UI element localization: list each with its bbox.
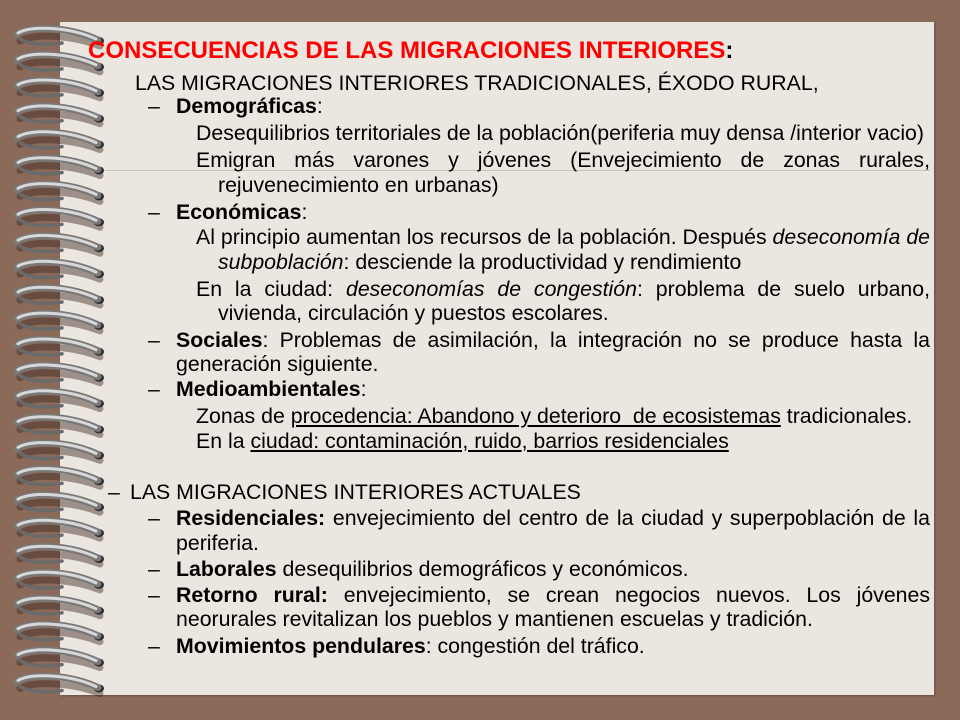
item-commuting — [176, 634, 645, 659]
spiral-ring — [17, 443, 104, 461]
item-return-line2: neorurales revitalizan los pueblos y mantienen escuelas y tradición. — [176, 607, 813, 631]
spiral-ring — [17, 572, 104, 590]
point-text: En la ciudad: — [196, 277, 334, 301]
heading-current: LAS MIGRACIONES INTERIORES ACTUALES — [130, 480, 581, 504]
spiral-ring — [17, 650, 104, 668]
point-text: tradicionales. — [786, 404, 913, 428]
spiral-ring — [17, 598, 104, 616]
spiral-ring — [17, 106, 104, 124]
item-social-line2: generación siguiente. — [176, 352, 379, 376]
item-colon: : — [360, 377, 367, 401]
spiral-ring — [17, 339, 104, 357]
slide-title-text: CONSECUENCIAS DE LAS MIGRACIONES INTERIORES — [88, 37, 726, 64]
spiral-ring — [17, 365, 104, 383]
point-emigration-line1: Emigran más varones y jóvenes (Envejecimiento de zonas rurales, — [196, 148, 930, 172]
spiral-ring — [17, 624, 104, 642]
item-label: Movimientos pendulares — [176, 634, 426, 658]
point-city-economy-line2: vivienda, circulación y puestos escolares. — [218, 301, 609, 325]
point-italic: deseconomía de — [772, 225, 931, 249]
item-label: Demográficas — [176, 94, 317, 118]
spiral-ring — [17, 676, 104, 694]
item-demographic — [176, 94, 323, 119]
item-label: Residenciales: — [176, 506, 326, 530]
item-text: : congestión del tráfico. — [425, 634, 645, 658]
item-social-line1 — [176, 328, 930, 353]
spiral-ring — [17, 184, 104, 202]
point-resources-line1 — [196, 225, 930, 250]
bullet-dash: – — [148, 557, 160, 581]
item-colon: : — [301, 200, 308, 224]
spiral-binding — [0, 0, 130, 720]
bullet-dash: – — [148, 634, 160, 658]
item-economic — [176, 200, 307, 225]
point-resources-line2 — [218, 250, 741, 275]
spiral-ring — [17, 261, 104, 279]
point-italic: subpoblación — [218, 250, 344, 274]
heading-traditional: LAS MIGRACIONES INTERIORES TRADICIONALES, ÉXODO RURAL, — [135, 71, 819, 95]
item-residential-line1 — [176, 506, 930, 531]
point-underlined: ciudad: contaminación, ruido, barrios residenciales — [250, 429, 729, 453]
bullet-dash: – — [148, 94, 160, 118]
item-text: envejecimiento del centro de la ciudad y superpoblación de la — [332, 506, 930, 530]
bullet-dash: – — [148, 328, 160, 352]
item-return-line1 — [176, 583, 930, 608]
bullet-dash: – — [148, 583, 160, 607]
point-origin — [196, 404, 912, 429]
item-text: desequilibrios demográficos y económicos. — [282, 557, 689, 581]
point-emigration-line2: rejuvenecimiento en urbanas) — [218, 173, 499, 197]
item-label: Retorno rural: — [176, 583, 328, 607]
spiral-ring — [17, 80, 104, 98]
item-labor — [176, 557, 689, 582]
spiral-ring — [17, 158, 104, 176]
spiral-ring — [17, 132, 104, 150]
point-underlined: procedencia: Abandono y deterioro de ecosistemas — [290, 404, 781, 428]
bullet-dash: – — [148, 506, 160, 530]
spiral-ring — [17, 235, 104, 253]
item-label: Laborales — [176, 557, 277, 581]
point-imbalance: Desequilibrios territoriales de la población(periferia muy densa /interior vacio) — [196, 121, 924, 145]
spiral-ring — [17, 546, 104, 564]
spiral-ring — [17, 469, 104, 487]
item-label: Sociales — [176, 328, 263, 352]
spiral-ring — [17, 210, 104, 228]
point-text: : desciende la productividad y rendimiento — [343, 250, 742, 274]
point-city-environment — [196, 429, 729, 454]
item-residential-line2: periferia. — [176, 531, 259, 555]
point-city-economy-line1 — [196, 277, 930, 302]
point-text: : problema de suelo urbano, — [636, 277, 931, 301]
spiral-ring — [17, 494, 104, 512]
item-colon: : — [316, 94, 323, 118]
point-italic: deseconomías de congestión — [345, 277, 637, 301]
spiral-ring — [17, 520, 104, 538]
bullet-dash: – — [148, 200, 160, 224]
bullet-dash: – — [148, 377, 160, 401]
point-text: En la — [196, 429, 245, 453]
bullet-dash: – — [108, 480, 120, 504]
spiral-ring — [17, 391, 104, 409]
item-environmental — [176, 377, 367, 402]
spiral-ring — [17, 417, 104, 435]
spiral-ring — [17, 287, 104, 305]
item-label: Medioambientales — [176, 377, 361, 401]
slide-title — [88, 37, 733, 65]
spiral-ring — [17, 313, 104, 331]
slide-title-colon: : — [725, 37, 734, 64]
item-text: : Problemas de asimilación, la integración no se produce hasta la — [262, 328, 930, 352]
point-text: Zonas de — [196, 404, 285, 428]
item-label: Económicas — [176, 200, 302, 224]
point-text: Al principio aumentan los recursos de la población. Después — [196, 225, 767, 249]
item-text: envejecimiento, se crean negocios nuevos. Los jóvenes — [343, 583, 930, 607]
